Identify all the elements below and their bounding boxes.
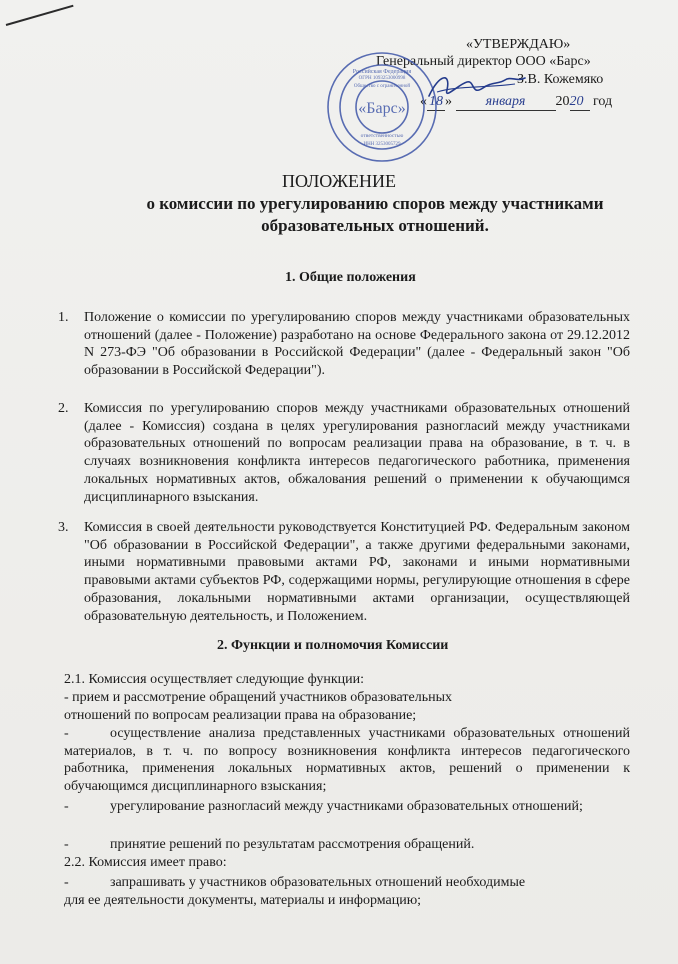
company-stamp bbox=[326, 51, 438, 163]
approval-position: Генеральный директор ООО «Барс» bbox=[376, 54, 591, 69]
bullet-dash: - bbox=[64, 875, 69, 890]
stamp-ring-bottom: ответственностью bbox=[360, 133, 404, 139]
approval-date: « 18 » января 2020 год bbox=[420, 94, 613, 109]
right-item: запрашивать у участников образовательных отношений необходимые bbox=[110, 875, 526, 890]
document-subtitle: о комиссии по урегулированию споров между участниками образовательных отношений. bbox=[146, 194, 604, 235]
clause-2-2: 2.2. Комиссия имеет право: bbox=[64, 855, 227, 870]
stamp-center-text: «Барс» bbox=[358, 100, 406, 117]
stamp-ring-mid: Общество с ограниченной bbox=[353, 84, 411, 89]
function-item: урегулирование разногласий между участниками образовательных отношений; bbox=[110, 799, 583, 814]
right-item-cont: для ее деятельности документы, материалы и информацию; bbox=[64, 893, 422, 908]
date-month: января bbox=[456, 93, 556, 111]
clause-2-1: 2.1. Комиссия осуществляет следующие функции: bbox=[64, 672, 365, 687]
director-signature bbox=[425, 66, 530, 108]
stamp-inn: ИНН 3253005729 bbox=[363, 142, 401, 147]
date-year: 20 bbox=[570, 93, 590, 111]
stamp-ring-top: Российская Федерация bbox=[352, 69, 412, 75]
approval-name: З.В. Кожемяко bbox=[517, 72, 604, 87]
function-item: осуществление анализа представленных участниками образовательных отношений материалов, в т. ч. по вопросу возникновения конфликта интересов педагогического работника, применения локальных нормативных актов, решений о применении к обучающимся дисциплинарного взыскания; bbox=[64, 726, 630, 794]
document-page: «УТВЕРЖДАЮ» Генеральный директор ООО «Барс» З.В. Кожемяко « 18 » января 2020 год «Барс» Российская Федерация ОГРН 1093253000998 Общество с ограниченной ответственностью ИНН 3253005729 ПОЛОЖЕНИЕ о комиссии по урегулированию споров между участниками образовательных отношений. 1. Общие положения 1. Положение о комиссии по урегулированию споров между участниками образовательных отношений (далее - Положение) разработано на основе Федерального закона от 29.12.2012 N 273-ФЭ "Об образовании в Российской Федерации" (далее - Федеральный закон "Об образовании в Российской Федерации"). 2. Комиссия по урегулированию споров между участниками образовательных отношений (далее - Комиссия) создана в целях урегулирования разногласий между участниками образовательных отношений по вопросам реализации права на образование, в т. ч. в случаях возникновения конфликта интересов педагогического работника, применения локальных нормативных актов, обжалования решений о применении к обучающимся дисциплинарного взыскания. 3. Комиссия в своей деятельности руководствуется Конституцией РФ. Федеральным законом "Об образовании в Российской Федерации", а также другими федеральными законами, иными нормативными правовыми актами РФ, законами и иными нормативными правовыми актами субъектов РФ, содержащими нормы, регулирующие отношения в сфере образования, локальными нормативными актами организации, осуществляющей образовательную деятельность, и Положением. 2. Функции и полномочия Комиссии 2.1. Комиссия осуществляет следующие функции: - прием и рассмотрение обращений участников образовательных отношений по вопросам реализации права на образование; - осуществление анализа представленных участниками образовательных отношений материалов, в т. ч. по вопросу возникновения конфликта интересов педагогического работника, применения локальных нормативных актов, решений о применении к обучающимся дисциплинарного взыскания; - урегулирование разногласий между участниками образовательных отношений; - принятие решений по результатам рассмотрения обращений. 2.2. Комиссия имеет право: - запрашивать у участников образовательных отношений необходимые для ее деятельности документы, материалы и информацию; bbox=[0, 0, 678, 964]
function-item: - прием и рассмотрение обращений участников образовательных bbox=[64, 690, 452, 705]
section-1-heading: 1. Общие положения bbox=[285, 270, 416, 285]
date-day: 18 bbox=[429, 94, 443, 109]
function-item: принятие решений по результатам рассмотрения обращений. bbox=[110, 837, 475, 852]
approval-title: «УТВЕРЖДАЮ» bbox=[466, 37, 571, 52]
section-2-heading: 2. Функции и полномочия Комиссии bbox=[217, 638, 449, 653]
function-item-cont: отношений по вопросам реализации права на образование; bbox=[64, 708, 417, 723]
bullet-dash: - bbox=[64, 837, 69, 852]
document-title: ПОЛОЖЕНИЕ bbox=[282, 171, 396, 191]
stamp-ogrn: ОГРН 1093253000998 bbox=[358, 76, 406, 81]
bullet-dash: - bbox=[64, 799, 69, 814]
bullet-dash: - bbox=[64, 726, 69, 741]
pen-mark bbox=[6, 5, 74, 26]
